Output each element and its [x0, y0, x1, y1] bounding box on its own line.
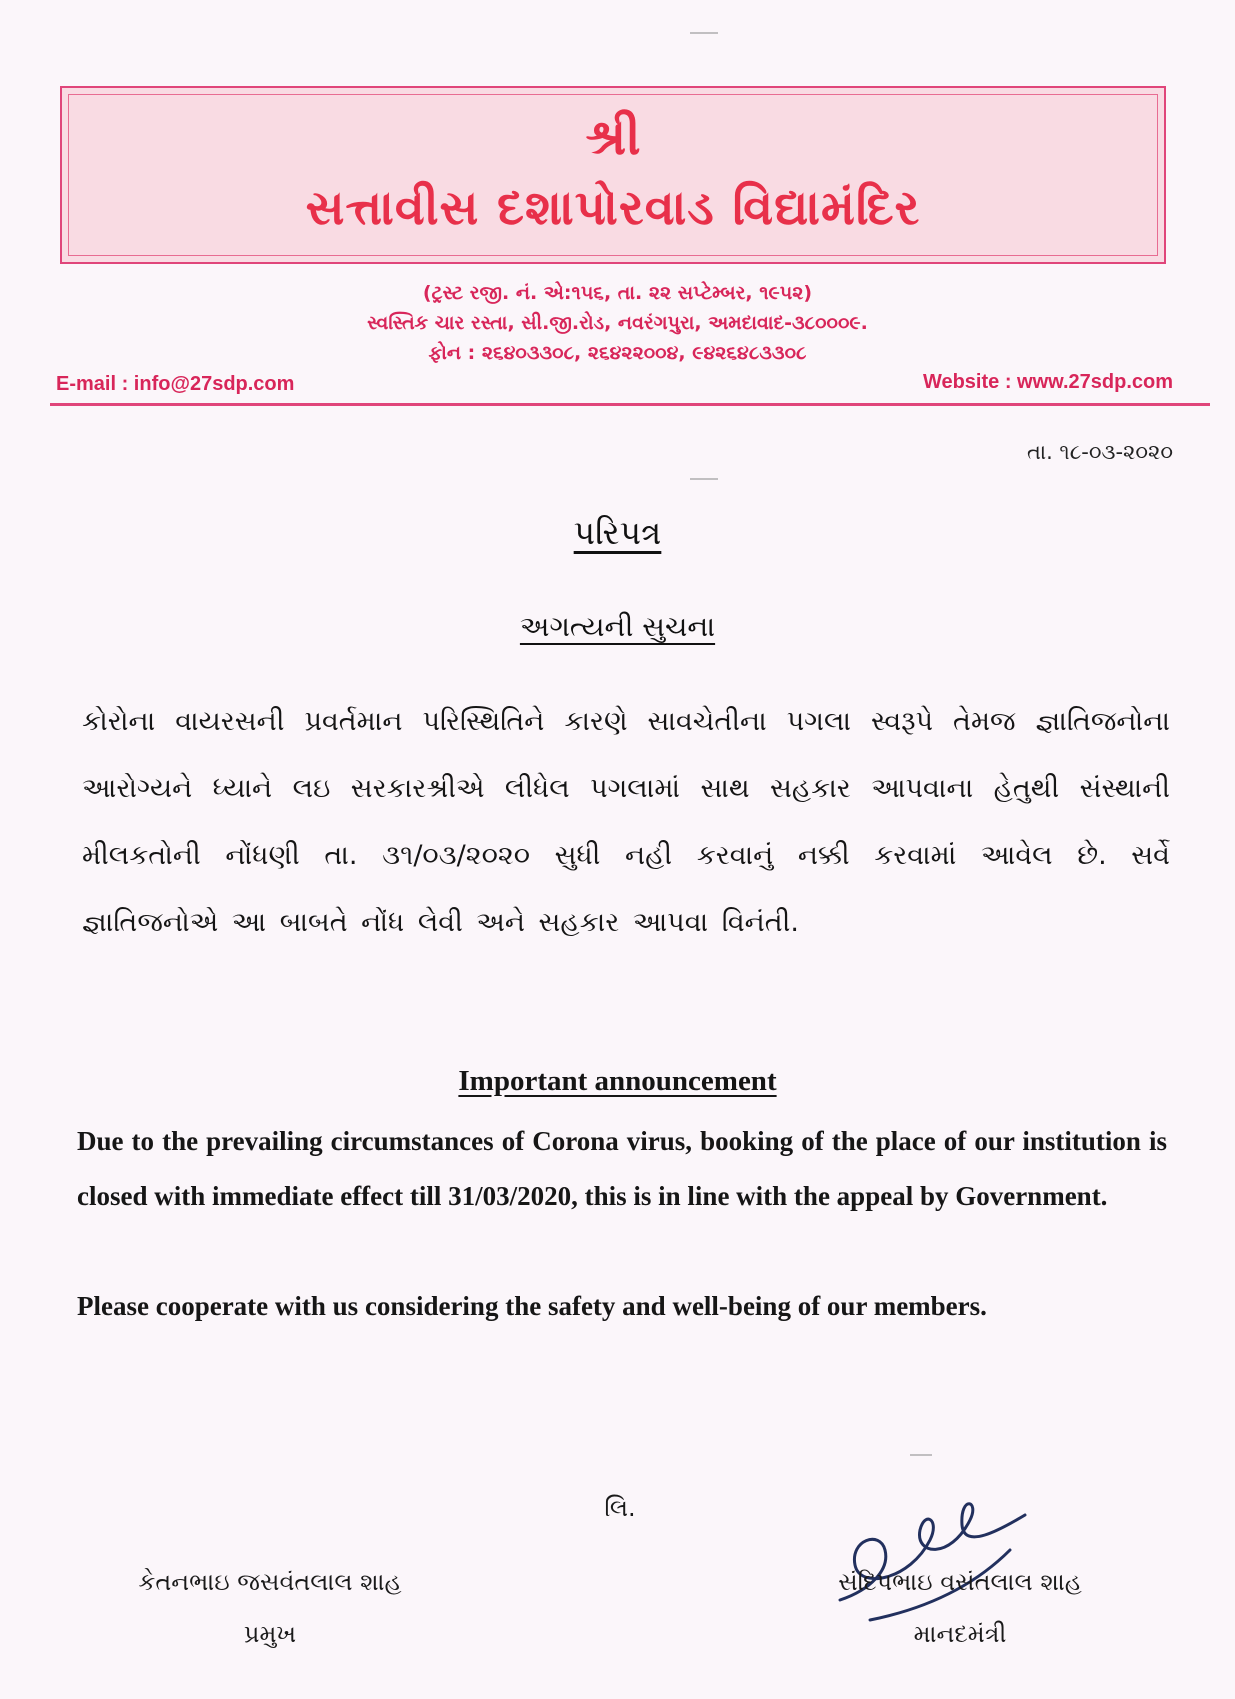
signature-stroke — [840, 1504, 1025, 1620]
website-text: Website : www.27sdp.com — [922, 371, 1173, 393]
letterhead-banner — [60, 86, 1166, 264]
scan-mark — [690, 32, 718, 34]
sign-prefix: લિ. — [604, 1494, 636, 1522]
circular-title: પરિપત્ર — [573, 513, 662, 552]
notice-title: અગત્યની સુચના — [519, 610, 716, 643]
address-line: સ્વસ્તિક ચાર રસ્તા, સી.જી.રોડ, નવરંગપુરા, અમદાવાદ-૩૮૦૦૦૯. — [367, 312, 868, 334]
header-divider — [50, 403, 1210, 406]
scan-mark — [690, 478, 718, 480]
trust-registration: (ટ્રસ્ટ રજી. નં. એ:૧૫૬, તા. ૨૨ સપ્ટેમ્બર, ૧૯૫૨) — [422, 282, 813, 304]
english-notice-body: Due to the prevailing circumstances of Corona virus, booking of the place of our institution is closed with immediate effect till 31/03/2020, this is in line with the appeal by Government. — [77, 1126, 1167, 1211]
letter-date: તા. ૧૮-૦૩-૨૦૨૦ — [1027, 440, 1173, 464]
english-title: Important announcement — [458, 1065, 777, 1097]
email-text: E-mail : info@27sdp.com — [56, 373, 295, 395]
shri-heading: શ્રી — [585, 108, 641, 166]
gujarati-notice-body: કોરોના વાયરસની પ્રવર્તમાન પરિસ્થિતિને કારણે સાવચેતીના પગલા સ્વરૂપે તેમજ જ્ઞાતિજનોના આરોગ્યને ધ્યાને લઇ સરકારશ્રીએ લીધેલ પગલામાં સાથ સહકાર આપવાના હેતુથી સંસ્થાની મીલકતોની નોંધણી તા. ૩૧/૦૩/૨૦૨૦ સુધી નહી કરવાનું નક્કી કરવામાં આવેલ છે. સર્વે જ્ઞાતિજનોએ આ બાબતે નોંધ લેવી અને સહકાર આપવા વિનંતી. — [82, 706, 1170, 938]
english-cooperation-line: Please cooperate with us considering the safety and well-being of our members. — [77, 1291, 987, 1321]
president-name: કેતનભાઇ જસવંતલાલ શાહ — [138, 1568, 402, 1596]
secretary-name: સંદિપભાઇ વસંતલાલ શાહ — [838, 1568, 1082, 1596]
handwritten-signature — [830, 1470, 1030, 1630]
secretary-role: માનદમંત્રી — [913, 1620, 1007, 1648]
institution-name: સત્તાવીસ દશાપોરવાડ વિદ્યામંદિર — [305, 180, 921, 236]
phone-line: ફોન : ૨૬૪૦૩૩૦૮, ૨૬૪૨૨૦૦૪, ૯૪૨૬૪૮૩૩૦૮ — [428, 342, 807, 364]
president-role: પ્રમુખ — [243, 1620, 297, 1648]
scan-mark — [910, 1454, 932, 1456]
